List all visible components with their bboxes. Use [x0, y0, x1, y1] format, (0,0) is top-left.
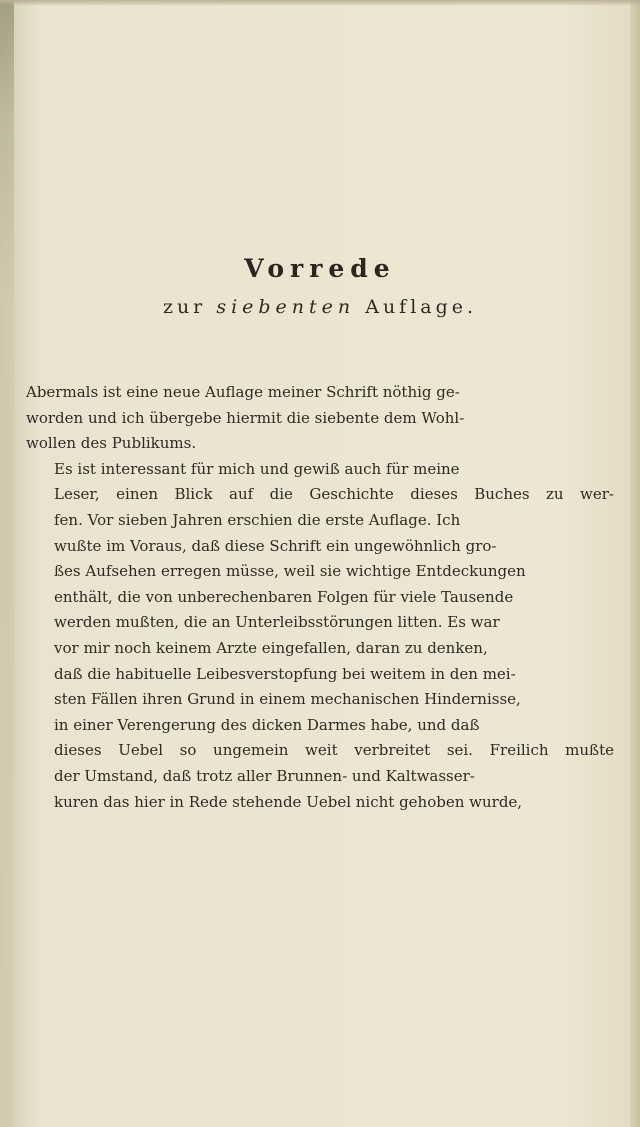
page-top-shadow [0, 0, 640, 6]
page-edge [630, 0, 640, 1127]
body-text [26, 380, 614, 815]
text-line: Leser, einen Blick auf die Geschichte dieses Buches zu wer- [54, 485, 614, 504]
text-line: daß die habituelle Leibesverstopfung bei weitem in den mei- [54, 664, 516, 683]
text-line: kuren das hier in Rede stehende Uebel nicht gehoben wurde, [54, 792, 523, 811]
text-line: in einer Verengerung des dicken Darmes habe, und daß [54, 715, 480, 734]
text-line: Abermals ist eine neue Auflage meiner Schrift nöthig ge- [26, 383, 460, 401]
paragraph-2 [26, 457, 614, 815]
subtitle-prefix: zur [162, 296, 207, 318]
subtitle-edition: siebenten [216, 296, 356, 318]
text-line: vor mir noch keinem Arzte eingefallen, daran zu denken, [54, 638, 488, 657]
text-line: der Umstand, daß trotz aller Brunnen- und Kaltwasser- [54, 766, 475, 785]
text-line: wollen des Publikums. [26, 434, 197, 453]
text-line: Es ist interessant für mich und gewiß auch für meine [54, 459, 460, 478]
text-line: ßes Aufsehen erregen müsse, weil sie wichtige Entdeckungen [54, 562, 526, 581]
page-title: Vorrede [244, 254, 396, 283]
page-subtitle [0, 296, 640, 318]
text-line: fen. Vor sieben Jahren erschien die erste Auflage. Ich [54, 510, 461, 529]
paragraph-1 [26, 380, 614, 457]
subtitle-word: Auflage. [365, 296, 478, 318]
text-line: sten Fällen ihren Grund in einem mechanischen Hindernisse, [54, 690, 521, 709]
text-line: worden und ich übergebe hiermit die siebente dem Wohl- [26, 408, 465, 427]
text-line: enthält, die von unberechenbaren Folgen für viele Tausende [54, 587, 514, 606]
text-line: dieses Uebel so ungemein weit verbreitet sei. Freilich mußte [54, 741, 614, 760]
text-line: wußte im Voraus, daß diese Schrift ein ungewöhnlich gro- [54, 536, 497, 555]
text-line: werden mußten, die an Unterleibsstörungen litten. Es war [54, 613, 500, 632]
page-gutter-shadow [0, 0, 14, 1127]
